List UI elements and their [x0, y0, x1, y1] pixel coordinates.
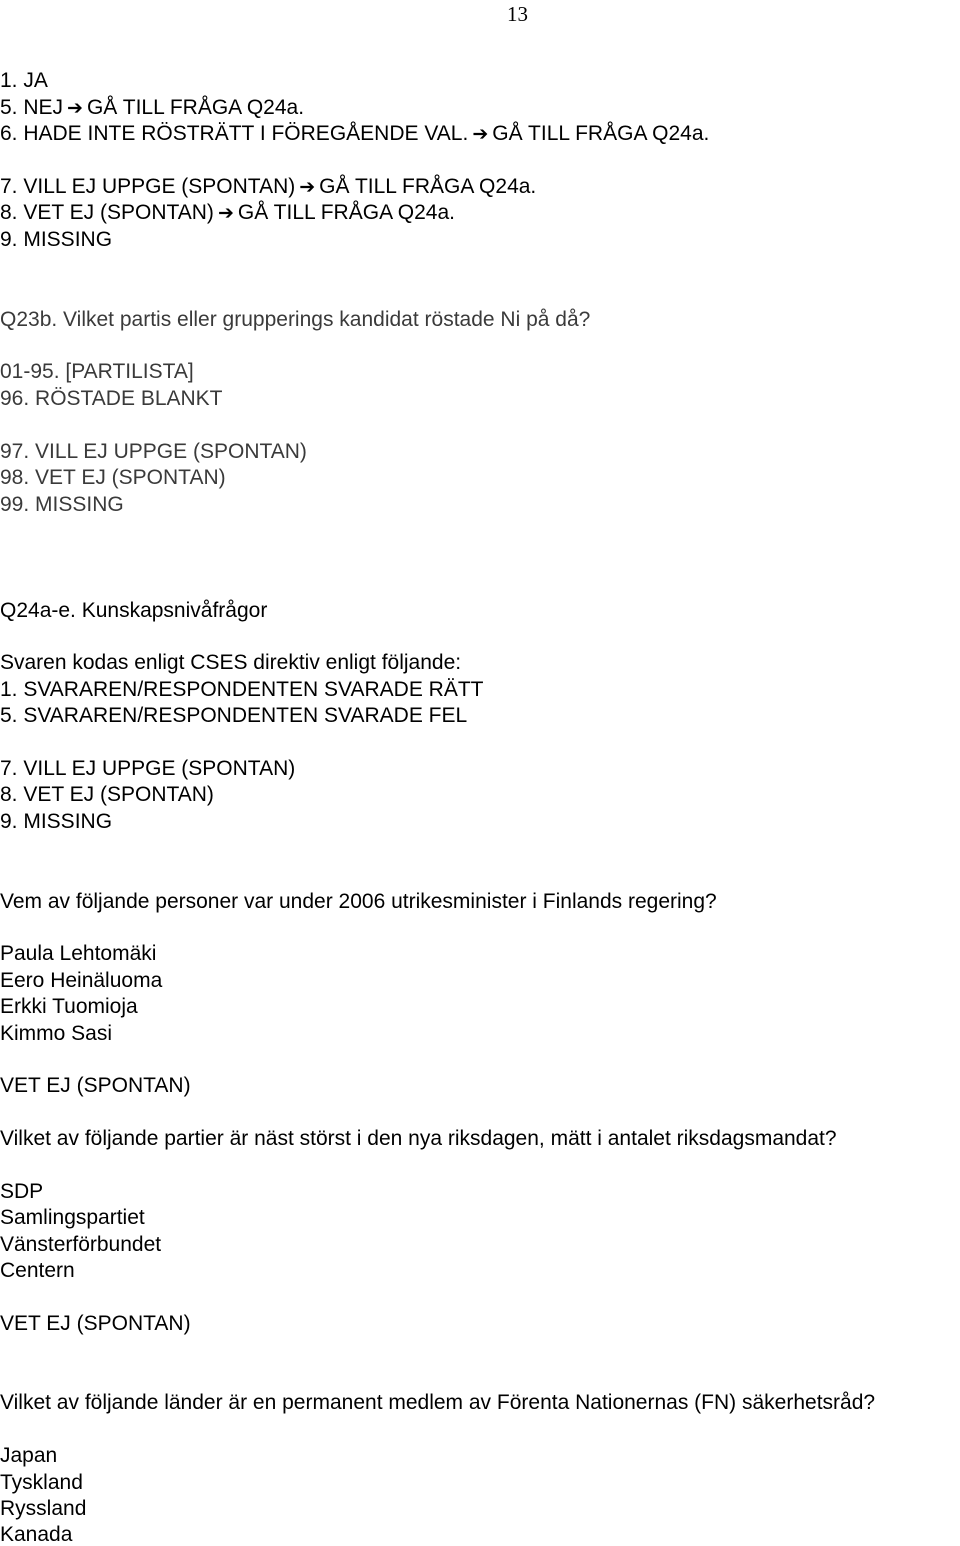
question-b-dont-know: VET EJ (SPONTAN) — [0, 1312, 191, 1335]
q24-code: 5. SVARAREN/RESPONDENTEN SVARADE FEL — [0, 704, 468, 727]
arrow-right-icon: ➔ — [472, 123, 489, 145]
question-c-option: Ryssland — [0, 1497, 87, 1520]
q24-code: 8. VET EJ (SPONTAN) — [0, 783, 214, 806]
question-a-dont-know: VET EJ (SPONTAN) — [0, 1074, 191, 1097]
q23b-option: 97. VILL EJ UPPGE (SPONTAN) — [0, 440, 307, 463]
q24-code: 9. MISSING — [0, 810, 113, 833]
q23b-question: Q23b. Vilket partis eller grupperings kandidat röstade Ni på då? — [0, 308, 591, 331]
q24-intro: Svaren kodas enligt CSES direktiv enligt följande: — [0, 651, 462, 674]
question-a-option: Kimmo Sasi — [0, 1022, 113, 1045]
question-b-text: Vilket av följande partier är näst störst i den nya riksdagen, mätt i antalet riksdagsmandat? — [0, 1127, 837, 1150]
question-b-option: SDP — [0, 1180, 44, 1203]
q23a-option-6: 6. HADE INTE RÖSTRÄTT I FÖREGÅENDE VAL. ➔ GÅ TILL FRÅGA Q24a. — [0, 122, 710, 145]
q23a-option-5: 5. NEJ ➔ GÅ TILL FRÅGA Q24a. — [0, 96, 305, 119]
question-b-option: Centern — [0, 1259, 75, 1282]
q23a-option-1: 1. JA — [0, 69, 48, 92]
q23a-option-8: 8. VET EJ (SPONTAN) ➔ GÅ TILL FRÅGA Q24a. — [0, 201, 455, 224]
question-c-option: Tyskland — [0, 1471, 83, 1494]
q24-code: 1. SVARAREN/RESPONDENTEN SVARADE RÄTT — [0, 678, 484, 701]
question-b-option: Samlingspartiet — [0, 1206, 145, 1229]
question-c-option: Kanada — [0, 1523, 73, 1546]
question-a-option: Eero Heinäluoma — [0, 969, 163, 992]
question-a-option: Erkki Tuomioja — [0, 995, 138, 1018]
arrow-right-icon: ➔ — [217, 202, 234, 224]
arrow-right-icon: ➔ — [67, 97, 83, 119]
question-c-text: Vilket av följande länder är en permanent medlem av Förenta Nationernas (FN) säkerhetsråd? — [0, 1391, 876, 1414]
q23a-option-7: 7. VILL EJ UPPGE (SPONTAN) ➔ GÅ TILL FRÅGA Q24a. — [0, 175, 537, 198]
q23b-option: 96. RÖSTADE BLANKT — [0, 387, 223, 410]
q23b-option: 98. VET EJ (SPONTAN) — [0, 466, 226, 489]
q23b-option: 01-95. [PARTILISTA] — [0, 360, 194, 383]
page-number: 13 — [507, 2, 528, 26]
question-b-option: Vänsterförbundet — [0, 1233, 162, 1256]
q23b-option: 99. MISSING — [0, 493, 124, 516]
q24-code: 7. VILL EJ UPPGE (SPONTAN) — [0, 757, 296, 780]
question-a-option: Paula Lehtomäki — [0, 942, 157, 965]
question-a-text: Vem av följande personer var under 2006 utrikesminister i Finlands regering? — [0, 890, 717, 913]
arrow-right-icon: ➔ — [299, 176, 316, 198]
question-c-option: Japan — [0, 1444, 58, 1467]
q24-title: Q24a-e. Kunskapsnivåfrågor — [0, 599, 268, 622]
q23a-option-9: 9. MISSING — [0, 228, 113, 251]
